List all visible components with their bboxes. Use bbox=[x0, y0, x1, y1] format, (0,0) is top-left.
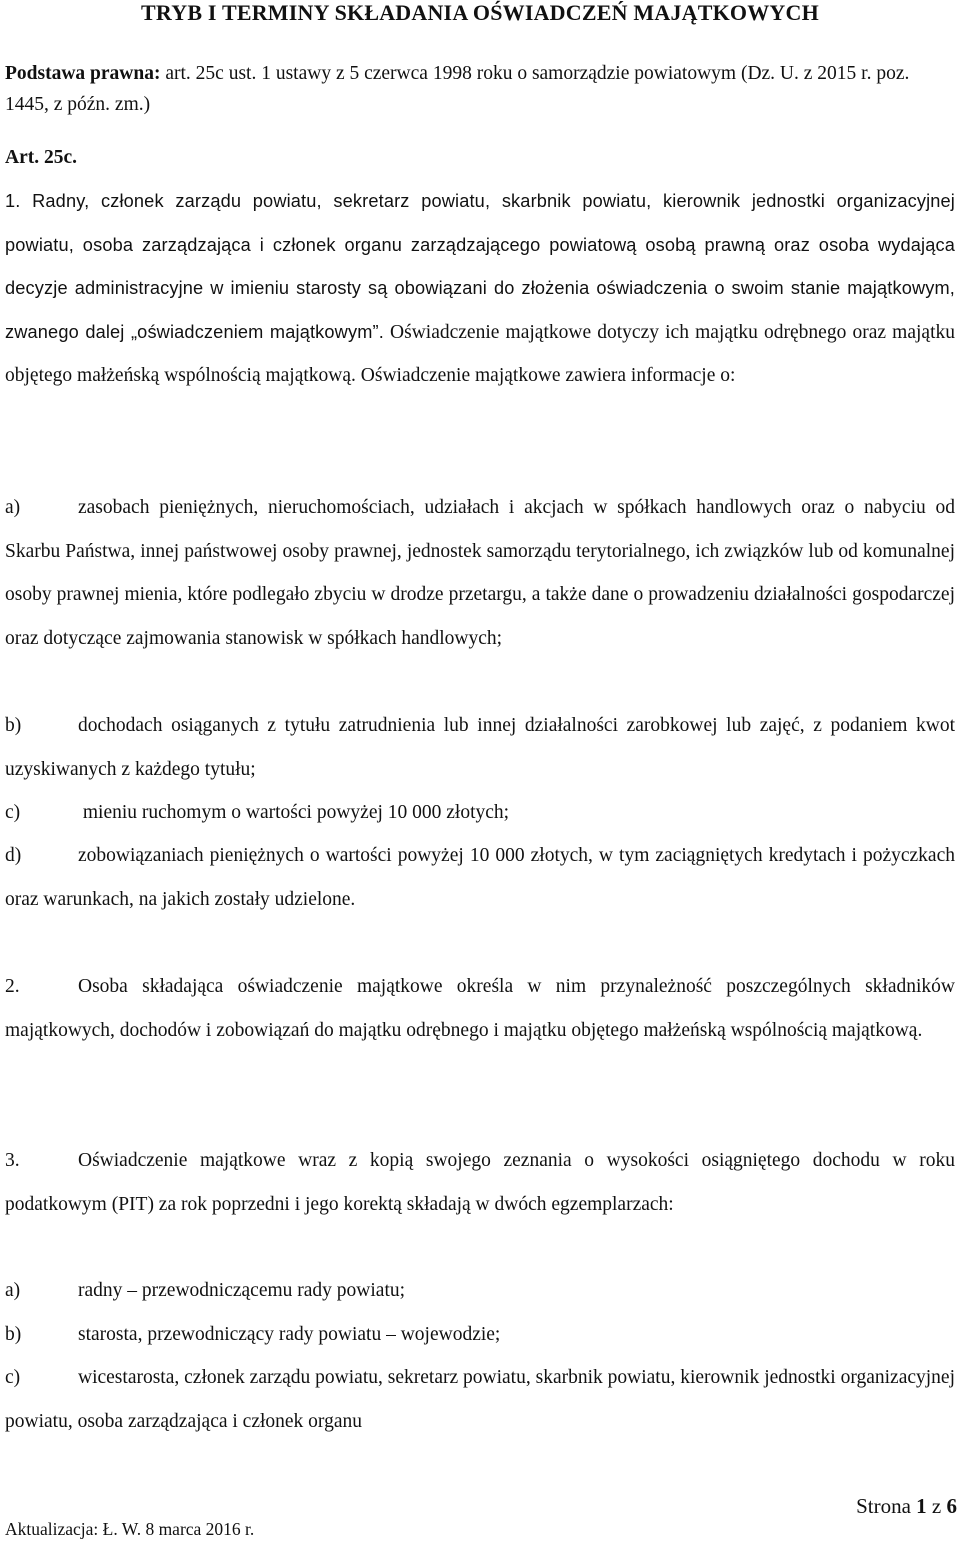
legal-basis bbox=[5, 58, 950, 120]
section-3-item-c bbox=[5, 1356, 955, 1443]
page-number bbox=[856, 1494, 957, 1519]
section-2 bbox=[5, 965, 955, 1052]
item-text: wicestarosta, członek zarządu powiatu, sekretarz powiatu, skarbnik powiatu, kierownik jednostki organizacyjnej powiatu, osoba zarządzająca i członek organu bbox=[5, 1367, 955, 1432]
page-total: 6 bbox=[946, 1494, 957, 1518]
page-label: Strona bbox=[856, 1494, 917, 1518]
item-text: zobowiązaniach pieniężnych o wartości powyżej 10 000 złotych, w tym zaciągniętych kredytach i pożyczkach oraz warunkach, na jakich zostały udzielone. bbox=[5, 845, 955, 910]
section-1-intro-text: 1. Radny, członek zarządu powiatu, sekretarz powiatu, skarbnik powiatu, kierownik jednostki organizacyjnej powiatu, osoba zarządzająca i członek organu zarządzającego powiatową osobą prawną oraz osoba wydająca decyzje administracyjne w imieniu starosty są obowiązani do złożenia oświadczenia o swoim stanie majątkowym, zwanego dalej „oświadczeniem majątkowym”. bbox=[5, 191, 955, 342]
item-text: zasobach pieniężnych, nieruchomościach, udziałach i akcjach w spółkach handlowych oraz o nabyciu od Skarbu Państwa, innej państwowej osoby prawnej, jednostek samorządu terytorialnego, ich związków lub od komunalnej osoby prawnej mienia, które podlegało zbyciu w drodze przetargu, a także dane o prowadzeniu działalności gospodarczej oraz dotyczące zajmowania stanowisk w spółkach handlowych; bbox=[5, 497, 955, 649]
item-text: mieniu ruchomym o wartości powyżej 10 000 złotych; bbox=[78, 802, 510, 823]
section-number: 2. bbox=[5, 976, 20, 997]
legal-basis-label: Podstawa prawna: bbox=[5, 63, 161, 84]
section-1-item-d bbox=[5, 834, 955, 921]
page-title: TRYB I TERMINY SKŁADANIA OŚWIADCZEŃ MAJĄTKOWYCH bbox=[141, 0, 819, 25]
section-3-text: Oświadczenie majątkowe wraz z kopią swojego zeznania o wysokości osiągniętego dochodu w roku podatkowym (PIT) za rok poprzedni i jego korektą składają w dwóch egzemplarzach: bbox=[5, 1150, 955, 1215]
section-3-item-a bbox=[5, 1269, 955, 1313]
item-marker: d) bbox=[5, 845, 22, 866]
item-marker: c) bbox=[5, 1367, 21, 1388]
item-marker: a) bbox=[5, 497, 21, 518]
section-number: 3. bbox=[5, 1150, 20, 1171]
section-1-intro-text-2: Oświadczenie majątkowe dotyczy ich majątku odrębnego oraz majątku objętego małżeńską wspólnością majątkową. Oświadczenie majątkowe zawiera informacje o: bbox=[5, 321, 955, 386]
item-marker: a) bbox=[5, 1280, 21, 1301]
item-marker: b) bbox=[5, 715, 22, 736]
legal-basis-text: art. 25c ust. 1 ustawy z 5 czerwca 1998 roku o samorządzie powiatowym (Dz. U. z 2015 r. poz. 1445, z późn. zm.) bbox=[5, 63, 910, 115]
update-note: Aktualizacja: Ł. W. 8 marca 2016 r. bbox=[5, 1519, 255, 1539]
article-heading: Art. 25c. bbox=[5, 147, 78, 168]
item-marker: c) bbox=[5, 802, 21, 823]
section-1-item-a bbox=[5, 486, 955, 660]
section-3-item-b bbox=[5, 1313, 955, 1357]
item-text: dochodach osiąganych z tytułu zatrudnienia lub innej działalności zarobkowej lub zajęć, z podaniem kwot uzyskiwanych z każdego tytułu; bbox=[5, 715, 955, 780]
item-text: radny – przewodniczącemu rady powiatu; bbox=[78, 1280, 406, 1301]
section-1-item-b bbox=[5, 704, 955, 791]
page-separator: z bbox=[926, 1494, 947, 1518]
section-1-intro bbox=[5, 180, 955, 398]
item-marker: b) bbox=[5, 1324, 22, 1345]
section-2-text: Osoba składająca oświadczenie majątkowe określa w nim przynależność poszczególnych składników majątkowych, dochodów i zobowiązań do majątku odrębnego i majątku objętego małżeńską wspólnością majątkową. bbox=[5, 976, 955, 1041]
section-1-item-c bbox=[5, 791, 955, 835]
section-3 bbox=[5, 1139, 955, 1226]
item-text: starosta, przewodniczący rady powiatu – wojewodzie; bbox=[78, 1324, 501, 1345]
page-current: 1 bbox=[916, 1494, 927, 1518]
